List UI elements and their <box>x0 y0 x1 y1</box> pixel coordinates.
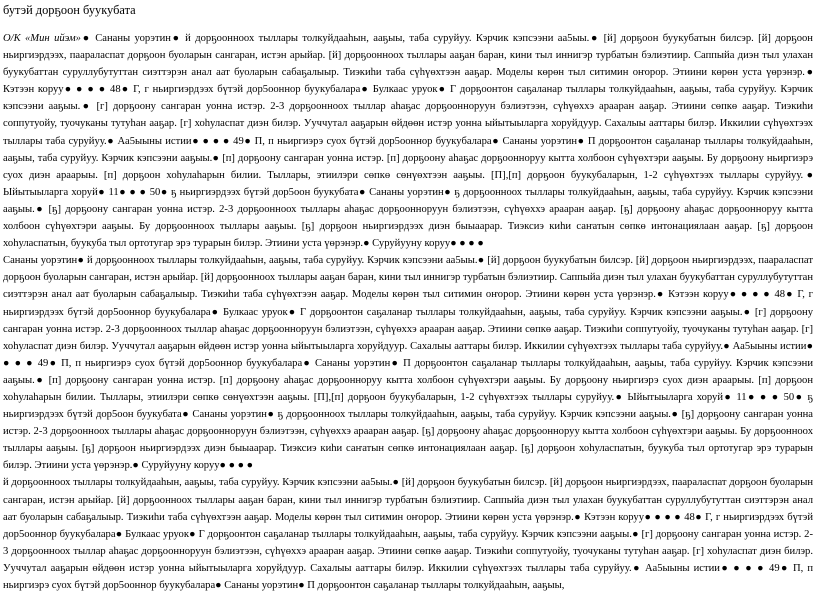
document-body <box>3 30 813 594</box>
paragraph-1 <box>3 30 813 252</box>
paragraph-3: й дорҕоонноох тыллары толкуйдааһын, ааҕыы, таба суруйуу. Кэрчик кэпсээни аа5ыы.● [й] дорҕоон буукубатын билсэр. [й] дорҕоон ньиргиэрдээх, паараласпат дорҕоон буоларын сангаран, истэн арыйар. [й] дорҕоонноох тыллары ааҕан баран, кини тыл иннигэр турбатын бэлиэтиир. Саппыйа диэн тыл улахан буукубаттан суруллубутуттан сиэттэрэн анал аат буоларын сабаҕалыыр. Тиэкиһи таба сүһүөхтээн ааҕар. Моделы көрөн тыл ситимин оҥорор. Этиини көрөн уста үөрэнэр.● Кэтээн коруу● ● ● ● 48● Г, г ньиргиэрдээх бүтэй дор5ооннор буукубалара● Булкаас уруок● Г дорҕоонтон саҕаланар тыллары толкуйдааһын, ааҕыы, таба суруйуу. Кэрчик кэпсээни ааҕыы.● [г] дорҕоону сангаран уонна истэр. 2-3 дорҕоонноох тыллар аһаҕас дорҕоонноруун бэлиэтээн, сүһүөххэ араарaн ааҕар. Этиини сөпкө ааҕар. Тиэкиһи соппутуойу, туочуканы тутуһан ааҕар. [г] хоһуласпат диэн билэр. Ууччутал ааҕарын өйдөөн истэр уонна ыйытыыларга хоруйдуур. Сахалыы ааттары билэр. Иккилии сүһүөхтээх тыллары таба суруйуу.● Аа5ыыны истии● ● ● ● 49● П, п ньиргиэрэ суох бүтэй дор5ооннор буукубалара● Сананы уорэтин● П дорҕоонтон саҕаланар тыллары толкуйдааһын, ааҕыы, <box>3 477 813 591</box>
paragraph-2: Сананы уорэтин● й дорҕоонноох тыллары толкуйдааһын, ааҕыы, таба суруйуу. Кэрчик кэпсээни аа5ыы.● [й] дорҕоон буукубатын билсэр. [й] дорҕоон ньиргиэрдээх, паараласпат дорҕоон буоларын сангаран, истэн арыйар. [й] дорҕоонноох тыллары ааҕан баран, кини тыл иннигэр турбатын бэлиэтиир. Саппыйа диэн тыл улахан буукубаттан суруллубутуттан сиэттэрэн анал аат буоларын сабаҕалыыр. Тиэкиһи таба сүһүөхтээн ааҕар. Моделы көрөн тыл ситимин оҥорор. Этиини көрөн уста үөрэнэр.● Кэтээн коруу● ● ● ● 48● Г, г ньиргиэрдээх бүтэй дор5ооннор буукубалара● Булкаас уруок● Г дорҕоонтон саҕаланар тыллары толкуйдааһын, ааҕыы, таба суруйуу. Кэрчик кэпсээни ааҕыы.● [г] дорҕоону сангаран уонна истэр. 2-3 дорҕоонноох тыллар аһаҕас дорҕоонноруун бэлиэтээн, сүһүөххэ араарaн ааҕар. Этиини сөпкө ааҕар. Тиэкиһи соппутуойу, туочуканы тутуһан ааҕар. [г] хоһуласпат диэн билэр. Ууччутал ааҕарын өйдөөн истэр уонна ыйытыыларга хоруйдуур. Сахалыы ааттары билэр. Иккилии сүһүөхтээх тыллары таба суруйуу.● Аа5ыыны истии● ● ● ● 49● П, п ньиргиэрэ суох бүтэй дор5ооннор буукубалара● Сананы уорэтин● П дорҕоонтон саҕаланар тыллары толкуйдааһын, ааҕыы, таба суруйуу. Кэрчик кэпсээни ааҕыы.● [п] дорҕоону сангаран уонна истэр. [п] дорҕоону аһаҕас дорҕоонноруу кытта холбоон сүһүөхтэри ааҕыы. Бу дорҕоону ньиргиэрэ суох диэн араарыы. [п] дорҕоон хоһулаһарын билии. Тыллары, этиилэри сөпкө сөнүөхтээн ааҕыы. [П],[п] дорҕоон буукубаларын, 1-2 сүһүөхтээх тыллары суруйуу.● Ыйытыыларга хоруй● 11● ● ● 50● ҕ ньиргиэрдээх бүтэй дор5оон буукубата● Сананы уорэтин● ҕ дорҕоонноох тыллары толкуйдааһын, ааҕыы, таба суруйуу. Кэрчик кэпсээни ааҕыы.● [ҕ] дорҕоону сангаран уонна истэр. 2-3 дорҕоонноох тыллары аһаҕас дорҕоонноруун бэлиэтээн, сүһүөххэ араaран ааҕар. [ҕ] дорҕоону аһаҕас дорҕоонноруу кытта холбоон сүһүөхтэри ааҕыы. Бу дорҕоонноох тыллары ааҕыы. [ҕ] дорҕоон ньиргиэрдээх диэн быыаарар. Тиэксиэ киһи саҥатын сөпкө интонациялаан ааҕар. [ҕ] дорҕоон хоһуласпатын, буукуба тыл ортотугар эрэ турарын билэр. Этиини уста үөрэнэр.● Суруйууну коруу● ● ● ● <box>3 255 813 472</box>
paragraph-1-text: ● Сананы уорэтин● й дорҕоонноох тыллары толкуйдааһын, ааҕыы, таба суруйуу. Кэрчик кэпсээни аа5ыы.● [й] дорҕоон буукубатын билсэр. [й] дорҕоон ньиргиэрдээх, паараласпат дорҕоон буоларын сангаран, истэн арыйар. [й] дорҕоонноох тыллары ааҕан баран, кини тыл иннигэр турбатын бэлиэтиир. Саппыйа диэн тыл улахан буукубаттан суруллубутуттан сиэттэрэн анал аат буоларын сабаҕалыыр. Тиэкиһи таба сүһүөхтээн ааҕар. Моделы көрөн тыл ситимин оҥорор. Этиини көрөн уста үөрэнэр.● Кэтээн коруу● ● ● ● 48● Г, г ньиргиэрдээх бүтэй дор5ооннор буукубалара● Булкаас уруок● Г дорҕоонтон саҕаланар тыллары толкуйдааһын, ааҕыы, таба суруйуу. Кэрчик кэпсээни ааҕыы.● [г] дорҕоону сангаран уонна истэр. 2-3 дорҕоонноох тыллар аһаҕас дорҕоонноруун бэлиэтээн, сүһүөххэ араарaн ааҕар. Этиини сөпкө ааҕар. Тиэкиһи соппутуойу, туочуканы тутуһан ааҕар. [г] хоһуласпат диэн билэр. Ууччутал ааҕарын өйдөөн истэр уонна ыйытыыларга хоруйдуур. Сахалыы ааттары билэр. Иккилии сүһүөхтээх тыллары таба суруйуу.● Аа5ыыны истии● ● ● ● 49● П, п ньиргиэрэ суох бүтэй дор5ооннор буукубалара● Сананы уорэтин● П дорҕоонтон саҕаланар тыллары толкуйдааһын, ааҕыы, таба суруйуу. Кэрчик кэпсээни ааҕыы.● [п] дорҕоону сангаран уонна истэр. [п] дорҕоону аһаҕас дорҕоонноруу кытта холбоон сүһүөхтэри ааҕыы. Бу дорҕоону ньиргиэрэ суох диэн араарыы. [п] дорҕоон хоһулаһарын билии. Тыллары, этиилэри сөпкө сөнүөхтээн ааҕыы. [П],[п] дорҕоон буукубаларын, 1-2 сүһүөхтээх тыллары суруйуу.● Ыйытыыларга хоруй● 11● ● ● 50● ҕ ньиргиэрдээх бүтэй дор5оон буукубата● Сананы уорэтин● ҕ дорҕоонноох тыллары толкуйдааһын, ааҕыы, таба суруйуу. Кэрчик кэпсээни ааҕыы.● [ҕ] дорҕоону сангаран уонна истэр. 2-3 дорҕоонноох тыллары аһаҕас дорҕоонноруун бэлиэтээн, сүһүөххэ араaран ааҕар. [ҕ] дорҕоону аһаҕас дорҕоонноруу кытта холбоон сүһүөхтэри ааҕыы. Бу дорҕоонноох тыллары ааҕыы. [ҕ] дорҕоон ньиргиэрдээх диэн быыаарар. Тиэксиэ киһи саҥатын сөпкө интонациялаан ааҕар. [ҕ] дорҕоон хоһуласпатын, буукуба тыл ортотугар эрэ турарын билэр. Этиини уста үөрэнэр.● Суруйууну коруу● ● ● ● <box>3 33 813 250</box>
document-title: бутэй дорҕоон буукубата <box>3 3 136 17</box>
author-line: О/К «Мин ийэм» <box>3 33 81 44</box>
